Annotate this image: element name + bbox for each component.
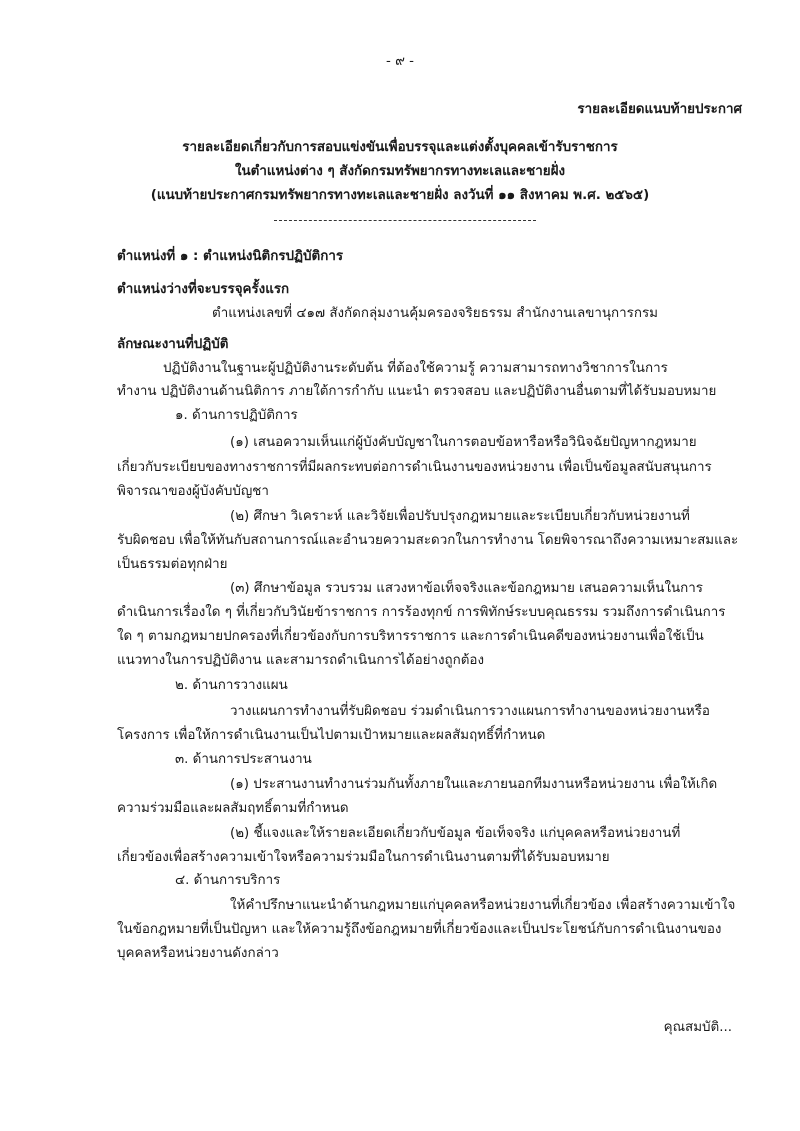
vacancy-heading: ตำแหน่งว่างที่จะบรรจุครั้งแรก: [117, 282, 290, 297]
paragraph-line: พิจารณาของผู้บังคับบัญชา: [117, 484, 269, 499]
title-separator: [274, 220, 536, 221]
paragraph-line: รับผิดชอบ เพื่อให้ทันกับสถานการณ์และอำนวยความสะดวกในการทำงาน โดยพิจารณาถึงความเหมาะสมและ: [117, 533, 739, 548]
paragraph-line: ความร่วมมือและผลสัมฤทธิ์ตามที่กำหนด: [117, 801, 349, 816]
section-1-heading: ๑. ด้านการปฏิบัติการ: [175, 408, 298, 423]
duties-intro-line: ปฏิบัติงานในฐานะผู้ปฏิบัติงานระดับต้น ที่ต้องใช้ความรู้ ความสามารถทางวิชาการในการ: [163, 361, 668, 376]
paragraph-line: (๑) เสนอความเห็นแก่ผู้บังคับบัญชาในการตอบข้อหารือหรือวินิจฉัยปัญหากฎหมาย: [230, 435, 697, 450]
paragraph-line: แนวทางในการปฏิบัติงาน และสามารถดำเนินการได้อย่างถูกต้อง: [117, 653, 485, 668]
vacancy-detail: ตำแหน่งเลขที่ ๔๑๗ สังกัดกลุ่มงานคุ้มครองจริยธรรม สำนักงานเลขานุการกรม: [212, 306, 658, 321]
paragraph-line: ใด ๆ ตามกฎหมายปกครองที่เกี่ยวข้องกับการบริหารราชการ และการดำเนินคดีของหน่วยงานเพื่อใช้เป็น: [117, 629, 704, 644]
paragraph-line: (๒) ศึกษา วิเคราะห์ และวิจัยเพื่อปรับปรุงกฎหมายและระเบียบเกี่ยวกับหน่วยงานที่: [230, 509, 690, 524]
duties-intro-line: ทำงาน ปฏิบัติงานด้านนิติการ ภายใต้การกำกับ แนะนำ ตรวจสอบ และปฏิบัติงานอื่นตามที่ได้รับมอบหมาย: [117, 384, 717, 399]
title-line-1: รายละเอียดเกี่ยวกับการสอบแข่งขันเพื่อบรรจุและแต่งตั้งบุคคลเข้ารับราชการ: [182, 140, 618, 155]
section-3-heading: ๓. ด้านการประสานงาน: [175, 752, 312, 767]
paragraph-line: บุคคลหรือหน่วยงานดังกล่าว: [117, 946, 279, 961]
paragraph-line: วางแผนการทำงานที่รับผิดชอบ ร่วมดำเนินการวางแผนการทำงานของหน่วยงานหรือ: [230, 704, 710, 719]
section-4-heading: ๔. ด้านการบริการ: [175, 873, 281, 888]
title-line-3: (แนบท้ายประกาศกรมทรัพยากรทางทะเลและชายฝั่ง ลงวันที่ ๑๑ สิงหาคม พ.ศ. ๒๕๖๕): [150, 188, 650, 203]
paragraph-line: (๒) ชี้แจงและให้รายละเอียดเกี่ยวกับข้อมูล ข้อเท็จจริง แก่บุคคลหรือหน่วยงานที่: [230, 826, 681, 841]
section-2-heading: ๒. ด้านการวางแผน: [175, 678, 288, 693]
header-right: รายละเอียดแนบท้ายประกาศ: [577, 102, 742, 117]
position-heading: ตำแหน่งที่ ๑ : ตำแหน่งนิติกรปฏิบัติการ: [117, 249, 344, 264]
paragraph-line: ให้คำปรึกษาแนะนำด้านกฎหมายแก่บุคคลหรือหน่วยงานที่เกี่ยวข้อง เพื่อสร้างความเข้าใจ: [230, 898, 736, 913]
paragraph-line: โครงการ เพื่อให้การดำเนินงานเป็นไปตามเป้าหมายและผลสัมฤทธิ์ที่กำหนด: [117, 728, 546, 743]
duties-heading: ลักษณะงานที่ปฏิบัติ: [117, 337, 229, 352]
paragraph-line: (๓) ศึกษาข้อมูล รวบรวม แสวงหาข้อเท็จจริงและข้อกฎหมาย เสนอความเห็นในการ: [230, 581, 703, 596]
continuation-label: คุณสมบัติ...: [663, 1020, 732, 1035]
paragraph-line: เกี่ยวข้องเพื่อสร้างความเข้าใจหรือความร่วมมือในการดำเนินงานตามที่ได้รับมอบหมาย: [117, 850, 610, 865]
paragraph-line: เกี่ยวกับระเบียบของทางราชการที่มีผลกระทบต่อการดำเนินงานของหน่วยงาน เพื่อเป็นข้อมูลสนับสนุนการ: [117, 460, 712, 475]
title-line-2: ในตำแหน่งต่าง ๆ สังกัดกรมทรัพยากรทางทะเลและชายฝั่ง: [234, 164, 566, 179]
paragraph-line: (๑) ประสานงานทำงานร่วมกันทั้งภายในและภายนอกทีมงานหรือหน่วยงาน เพื่อให้เกิด: [230, 777, 718, 792]
paragraph-line: เป็นธรรมต่อทุกฝ่าย: [117, 557, 228, 572]
paragraph-line: ดำเนินการเรื่องใด ๆ ที่เกี่ยวกับวินัยข้าราชการ การร้องทุกข์ การพิทักษ์ระบบคุณธรรม รวมถึงการดำเนินการ: [117, 605, 726, 620]
page-number: - ๙ -: [386, 54, 414, 69]
paragraph-line: ในข้อกฎหมายที่เป็นปัญหา และให้ความรู้ถึงข้อกฎหมายที่เกี่ยวข้องและเป็นประโยชน์กับการดำเนินงานของ: [117, 922, 722, 937]
